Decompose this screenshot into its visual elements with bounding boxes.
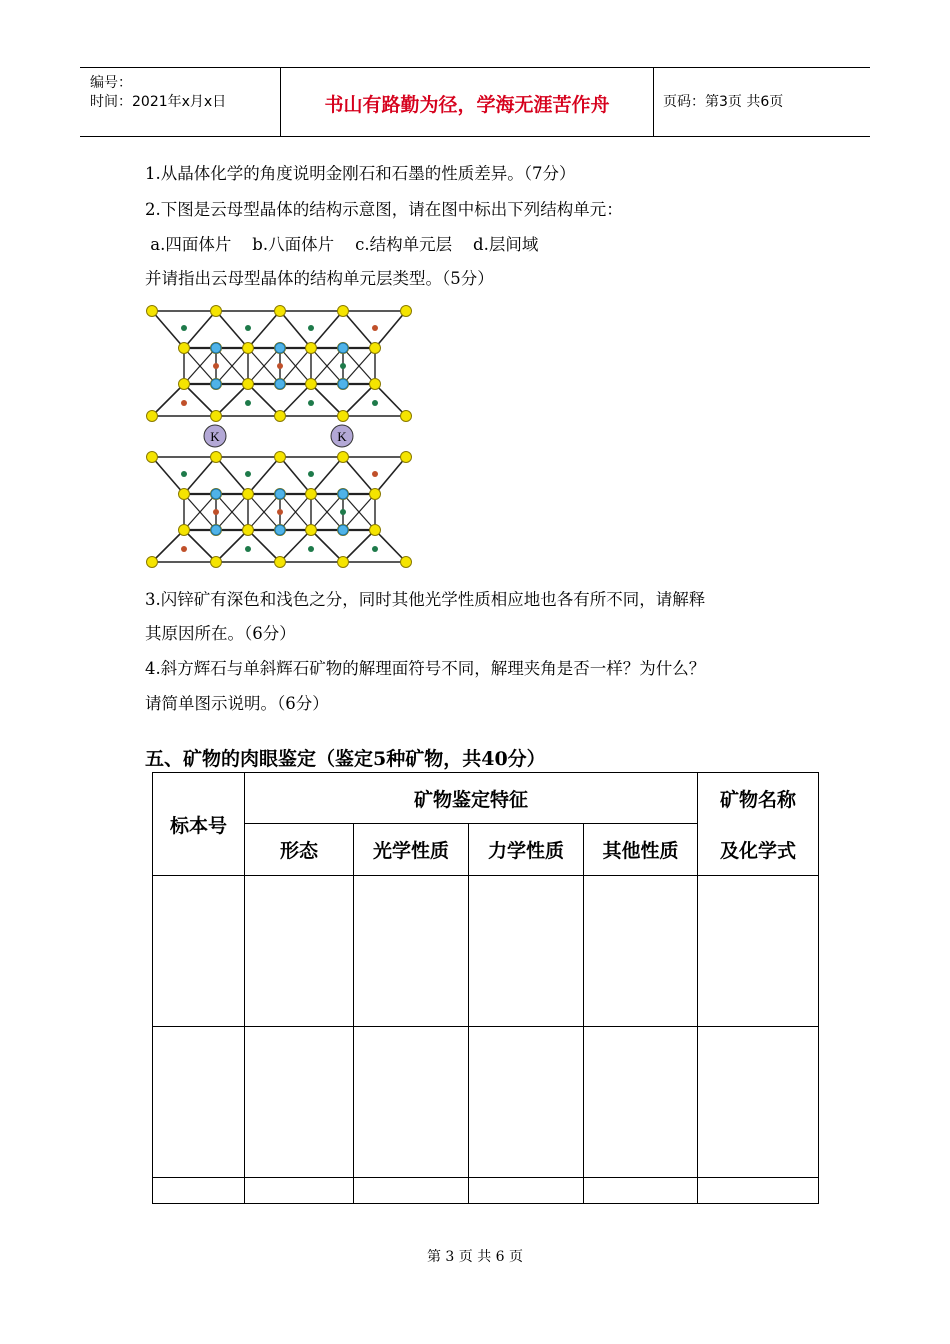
answer-cell[interactable] — [245, 1178, 354, 1204]
hydroxyl-atom — [275, 525, 285, 535]
cation-atom — [308, 546, 314, 552]
answer-cell[interactable] — [469, 876, 584, 1027]
oxygen-atom — [243, 379, 254, 390]
motto: 书山有路勤为径，学海无涯苦作舟 — [324, 94, 610, 116]
question-3: 3.闪锌矿有深色和浅色之分，同时其他光学性质相应地也各有所不同，请解释 — [145, 590, 706, 609]
header-motto-cell — [281, 68, 654, 136]
oxygen-atom — [275, 306, 286, 317]
bond-line — [343, 384, 375, 416]
oxygen-atom — [275, 411, 286, 422]
oxygen-atom — [147, 452, 158, 463]
oxygen-atom — [275, 557, 286, 568]
answer-cell[interactable] — [584, 876, 698, 1027]
bond-line — [280, 384, 311, 416]
hydroxyl-atom — [338, 489, 348, 499]
oxygen-atom — [211, 411, 222, 422]
bond-line — [184, 384, 216, 416]
cation-atom — [308, 400, 314, 406]
header-specimen: 标本号 — [153, 773, 245, 876]
identification-table — [152, 772, 819, 1204]
bond-line — [248, 530, 280, 562]
table-row — [153, 1027, 819, 1178]
bond-line — [311, 311, 343, 348]
header-other: 其他性质 — [584, 824, 698, 876]
bond-line — [375, 384, 406, 416]
oxygen-atom — [243, 489, 254, 500]
oxygen-atom — [147, 411, 158, 422]
k-ion-left — [204, 425, 226, 447]
question-1: 1.从晶体化学的角度说明金刚石和石墨的性质差异。（7分） — [145, 164, 576, 183]
oxygen-atom — [179, 489, 190, 500]
bond-line — [152, 311, 184, 348]
oxygen-atom — [306, 489, 317, 500]
bond-line — [248, 311, 280, 348]
cation-atom — [308, 471, 314, 477]
cation-atom — [372, 471, 378, 477]
answer-cell[interactable] — [153, 876, 245, 1027]
bond-line — [184, 457, 216, 494]
page-label: 页码：第3页 共6页 — [663, 94, 784, 110]
oxygen-atom — [211, 452, 222, 463]
oxygen-atom — [211, 306, 222, 317]
answer-cell[interactable] — [584, 1178, 698, 1204]
hydroxyl-atom — [211, 343, 221, 353]
oxygen-atom — [338, 557, 349, 568]
oxygen-atom — [401, 557, 412, 568]
cation-atom — [372, 325, 378, 331]
oxygen-atom — [147, 306, 158, 317]
question-4-tail: 请简单图示说明。（6分） — [145, 694, 329, 713]
oxygen-atom — [370, 343, 381, 354]
cation-atom — [181, 400, 187, 406]
cation-atom — [181, 325, 187, 331]
oxygen-atom — [243, 525, 254, 536]
bond-line — [216, 384, 248, 416]
date-label: 时间：2021年x月x日 — [90, 94, 227, 110]
header-left-cell — [80, 68, 281, 136]
bond-line — [152, 530, 184, 562]
bond-line — [343, 530, 375, 562]
answer-cell[interactable] — [153, 1027, 245, 1178]
answer-cell[interactable] — [698, 1178, 819, 1204]
answer-cell[interactable] — [354, 1027, 469, 1178]
table-row — [153, 876, 819, 1027]
bond-line — [152, 457, 184, 494]
bond-line — [375, 530, 406, 562]
hydroxyl-atom — [338, 343, 348, 353]
cation-atom — [245, 546, 251, 552]
bond-line — [216, 457, 248, 494]
oxygen-atom — [243, 343, 254, 354]
cation-atom — [213, 363, 219, 369]
answer-cell[interactable] — [354, 876, 469, 1027]
bond-line — [184, 311, 216, 348]
hydroxyl-atom — [338, 379, 348, 389]
hydroxyl-atom — [275, 379, 285, 389]
question-2-options: a.四面体片 b.八面体片 c.结构单元层 d.层间域 — [145, 235, 539, 254]
question-4: 4.斜方辉石与单斜辉石矿物的解理面符号不同，解理夹角是否一样？为什么？ — [145, 659, 706, 678]
cation-atom — [245, 400, 251, 406]
oxygen-atom — [306, 525, 317, 536]
k-ion-label: K — [337, 429, 347, 444]
hydroxyl-atom — [338, 525, 348, 535]
cation-atom — [340, 509, 346, 515]
oxygen-atom — [370, 525, 381, 536]
hydroxyl-atom — [211, 489, 221, 499]
header-morphology: 形态 — [245, 824, 354, 876]
bond-line — [343, 311, 375, 348]
answer-cell[interactable] — [469, 1178, 584, 1204]
bond-line — [280, 530, 311, 562]
header-table — [80, 67, 870, 137]
table-row — [153, 1178, 819, 1204]
answer-cell[interactable] — [245, 876, 354, 1027]
bond-line — [184, 530, 216, 562]
header-name-line1: 矿物名称 — [698, 773, 819, 824]
bond-line — [375, 311, 406, 348]
question-2: 2.下图是云母型晶体的结构示意图，请在图中标出下列结构单元： — [145, 200, 623, 219]
hydroxyl-atom — [275, 343, 285, 353]
oxygen-atom — [211, 557, 222, 568]
oxygen-atom — [179, 343, 190, 354]
cation-atom — [245, 471, 251, 477]
question-2-tail: 并请指出云母型晶体的结构单元层类型。（5分） — [145, 269, 494, 288]
answer-cell[interactable] — [245, 1027, 354, 1178]
cation-atom — [181, 471, 187, 477]
mica-structure-diagram — [144, 302, 414, 572]
bond-line — [248, 457, 280, 494]
bond-line — [280, 311, 311, 348]
page-footer: 第 3 页 共 6 页 — [426, 1249, 524, 1265]
number-label: 编号： — [90, 75, 132, 91]
k-ion-right — [331, 425, 353, 447]
oxygen-atom — [179, 525, 190, 536]
oxygen-atom — [179, 379, 190, 390]
cation-atom — [277, 509, 283, 515]
hydroxyl-atom — [275, 489, 285, 499]
bond-line — [280, 457, 311, 494]
answer-cell[interactable] — [698, 876, 819, 1027]
bond-line — [311, 457, 343, 494]
oxygen-atom — [306, 379, 317, 390]
answer-cell[interactable] — [354, 1178, 469, 1204]
bond-line — [343, 457, 375, 494]
oxygen-atom — [338, 452, 349, 463]
oxygen-atom — [306, 343, 317, 354]
bond-line — [311, 530, 343, 562]
k-ion-label: K — [210, 429, 220, 444]
cation-atom — [372, 400, 378, 406]
cation-atom — [181, 546, 187, 552]
header-optical: 光学性质 — [354, 824, 469, 876]
bond-line — [152, 384, 184, 416]
oxygen-atom — [370, 489, 381, 500]
oxygen-atom — [401, 306, 412, 317]
oxygen-atom — [275, 452, 286, 463]
header-features: 矿物鉴定特征 — [245, 773, 698, 824]
bond-line — [216, 311, 248, 348]
section-title: 五、矿物的肉眼鉴定（鉴定5种矿物，共40分） — [145, 748, 546, 770]
answer-cell[interactable] — [698, 1027, 819, 1178]
hydroxyl-atom — [211, 379, 221, 389]
header-name-line2: 及化学式 — [698, 824, 819, 876]
oxygen-atom — [338, 306, 349, 317]
bond-line — [311, 384, 343, 416]
answer-cell[interactable] — [469, 1027, 584, 1178]
header-mechanical: 力学性质 — [469, 824, 584, 876]
cation-atom — [340, 363, 346, 369]
oxygen-atom — [401, 452, 412, 463]
oxygen-atom — [147, 557, 158, 568]
bond-line — [248, 384, 280, 416]
bond-line — [375, 457, 406, 494]
answer-cell[interactable] — [153, 1178, 245, 1204]
cation-atom — [245, 325, 251, 331]
cation-atom — [277, 363, 283, 369]
oxygen-atom — [370, 379, 381, 390]
cation-atom — [372, 546, 378, 552]
hydroxyl-atom — [211, 525, 221, 535]
oxygen-atom — [338, 411, 349, 422]
question-3-tail: 其原因所在。（6分） — [145, 624, 296, 643]
cation-atom — [213, 509, 219, 515]
oxygen-atom — [401, 411, 412, 422]
cation-atom — [308, 325, 314, 331]
bond-line — [216, 530, 248, 562]
answer-cell[interactable] — [584, 1027, 698, 1178]
